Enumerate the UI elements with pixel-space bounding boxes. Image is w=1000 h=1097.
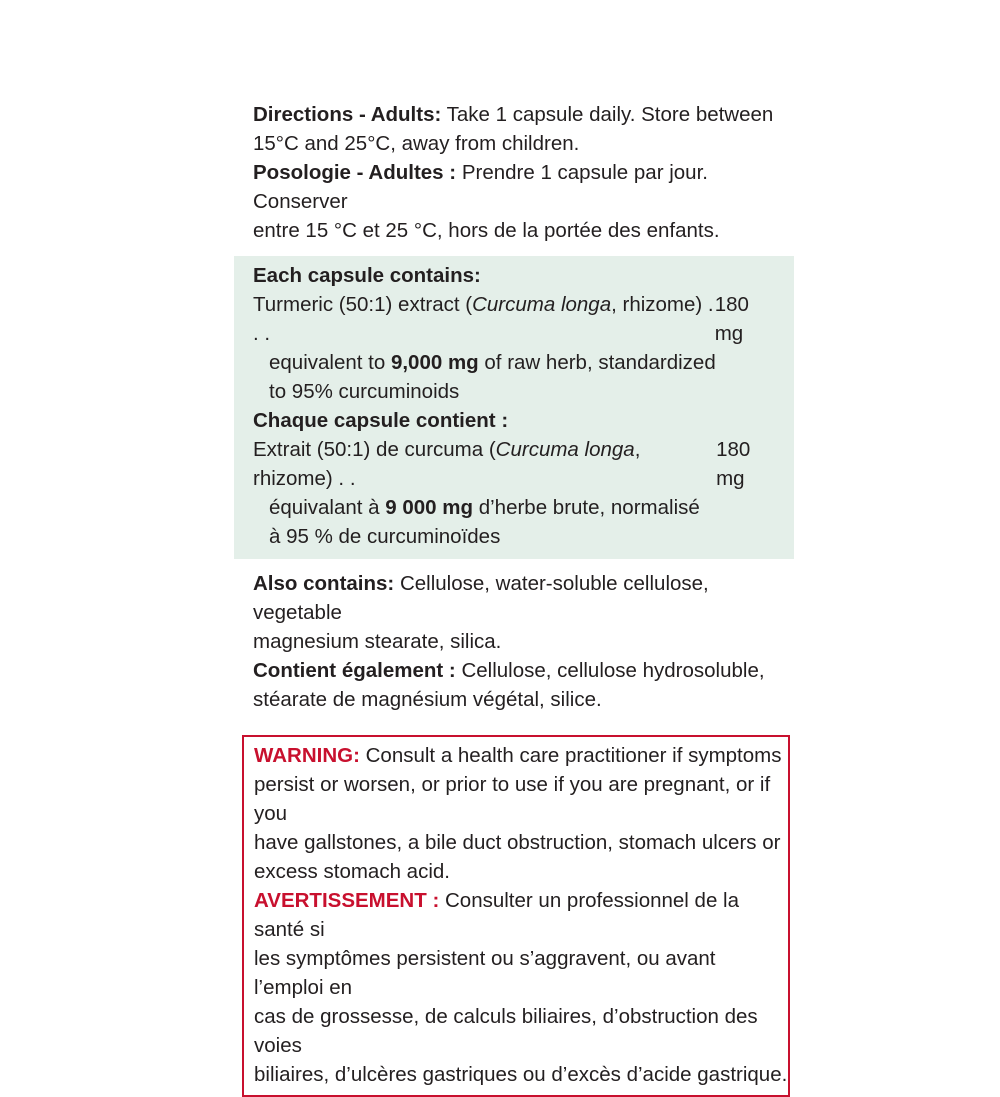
ingredient-en-name-pre: Turmeric (50:1) extract ( <box>253 293 473 316</box>
warning-en <box>254 741 788 886</box>
ingredient-fr-name-pre: Extrait (50:1) de curcuma ( <box>253 438 496 461</box>
ingredient-fr-amount: 180 mg <box>716 438 751 490</box>
ingredients-fr-heading: Chaque capsule contient : <box>253 409 509 432</box>
directions-en-label: Directions - Adults: <box>253 103 442 126</box>
also-contains-fr-label: Contient également : <box>253 659 456 682</box>
non-medicinal-ingredients <box>234 569 794 714</box>
warning-fr-line-3: cas de grossesse, de calculs biliaires, d’obstruction des voies <box>254 1005 758 1057</box>
ingredient-en-equiv-post: of raw herb, standardized <box>478 351 716 374</box>
also-contains-en-label: Also contains: <box>253 572 395 595</box>
ingredient-fr-row <box>253 435 794 493</box>
also-contains-en-text-1: Cellulose, water-soluble cellulose, vegetable <box>253 572 709 624</box>
ingredient-en-equivalent <box>253 348 794 377</box>
directions-en-text-2: 15°C and 25°C, away from children. <box>253 132 580 155</box>
warning-en-line-4: excess stomach acid. <box>254 860 450 883</box>
also-contains-fr <box>253 656 794 714</box>
also-contains-fr-text-2: stéarate de magnésium végétal, silice. <box>253 688 602 711</box>
also-contains-en-text-2: magnesium stearate, silica. <box>253 630 502 653</box>
warning-en-line-1: Consult a health care practitioner if symptoms <box>365 744 782 767</box>
ingredient-fr-standardization: à 95 % de curcuminoïdes <box>269 525 501 548</box>
ingredient-en-name <box>253 290 715 348</box>
ingredient-fr-equiv-pre: équivalant à <box>269 496 386 519</box>
ingredient-fr-latin: Curcuma longa <box>495 438 635 461</box>
ingredient-en-amount: 180 mg <box>714 293 749 345</box>
warning-fr-label: AVERTISSEMENT : <box>254 889 440 912</box>
directions-fr-label: Posologie - Adultes : <box>253 161 457 184</box>
warning-en-line-3: have gallstones, a bile duct obstruction, stomach ulcers or <box>254 831 781 854</box>
directions-en <box>253 100 794 158</box>
ingredient-en-row <box>253 290 794 348</box>
ingredient-en-latin: Curcuma longa <box>472 293 612 316</box>
ingredient-fr-name <box>253 435 716 493</box>
ingredient-fr-equivalent <box>253 493 794 522</box>
ingredient-en-equiv-amount: 9,000 mg <box>390 351 479 374</box>
warning-en-line-2: persist or worsen, or prior to use if you are pregnant, or if you <box>254 773 771 825</box>
ingredient-fr-equiv-amount: 9 000 mg <box>385 496 474 519</box>
also-contains-en <box>253 569 794 656</box>
ingredient-fr-equiv-post: d’herbe brute, normalisé <box>473 496 700 519</box>
medicinal-ingredients-box <box>234 256 794 559</box>
warning-en-label: WARNING: <box>254 744 360 767</box>
product-label-panel <box>234 100 794 1097</box>
warning-fr-line-4: biliaires, d’ulcères gastriques ou d’excès d’acide gastrique. <box>254 1063 788 1086</box>
warning-fr <box>254 886 788 1089</box>
also-contains-fr-text-1: Cellulose, cellulose hydrosoluble, <box>461 659 765 682</box>
ingredient-en-standardization: to 95% curcuminoids <box>269 380 460 403</box>
directions-en-text-1: Take 1 capsule daily. Store between <box>446 103 774 126</box>
warning-box <box>242 735 790 1097</box>
directions-fr <box>253 158 794 245</box>
ingredient-fr-name-post: , rhizome) . . <box>253 438 641 490</box>
ingredients-en-heading: Each capsule contains: <box>253 264 481 287</box>
warning-fr-line-2: les symptômes persistent ou s’aggravent, ou avant l’emploi en <box>254 947 716 999</box>
directions-section <box>234 100 794 245</box>
directions-fr-text-1: Prendre 1 capsule par jour. Conserver <box>253 161 708 213</box>
ingredient-en-name-post: , rhizome) . . . <box>253 293 714 345</box>
ingredient-en-equiv-pre: equivalent to <box>269 351 391 374</box>
warning-fr-line-1: Consulter un professionnel de la santé si <box>254 889 740 941</box>
directions-fr-text-2: entre 15 °C et 25 °C, hors de la portée des enfants. <box>253 219 720 242</box>
